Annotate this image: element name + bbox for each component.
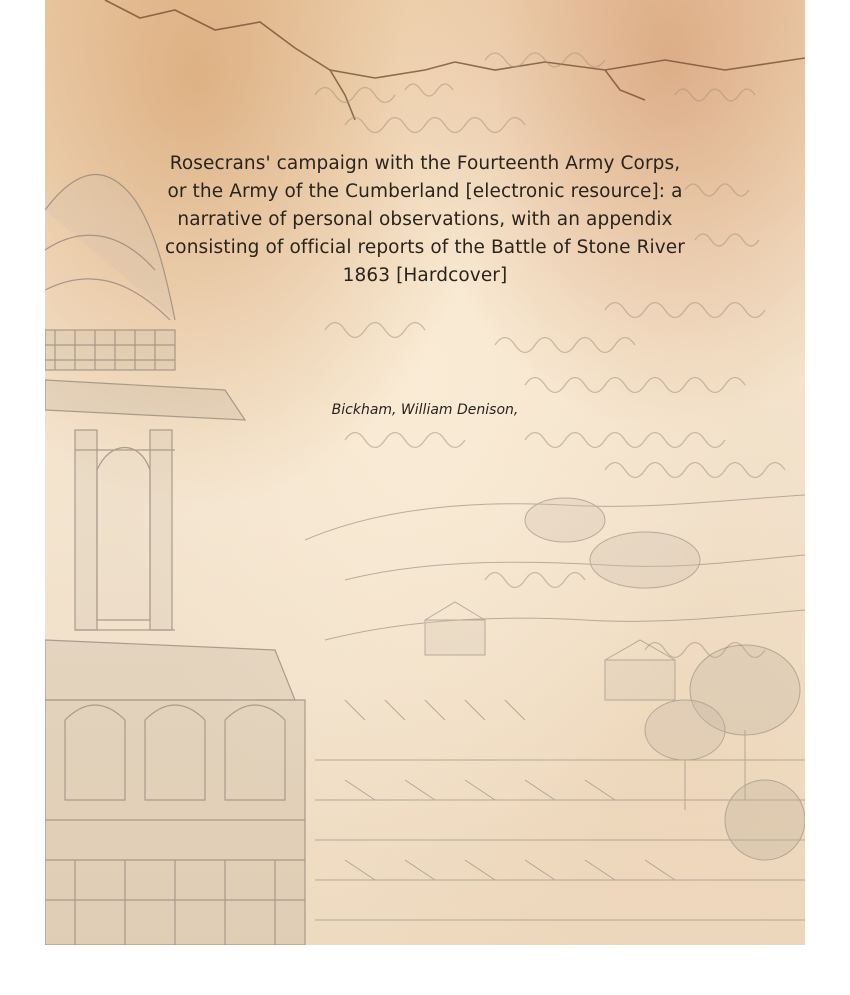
book-title [105, 150, 745, 290]
landscape-sketch [305, 495, 805, 920]
title-line: narrative of personal observations, with an appendix [177, 209, 673, 230]
title-line: or the Army of the Cumberland [electronic resource]: a [167, 181, 683, 202]
faded-handwriting [315, 53, 785, 658]
background-engraving [45, 0, 805, 945]
book-author: Bickham, William Denison, [331, 402, 519, 418]
tower-sketch [45, 175, 305, 945]
title-line: Rosecrans' campaign with the Fourteenth Army Corps, [169, 153, 681, 174]
book-cover [45, 0, 805, 945]
title-line: 1863 [Hardcover] [342, 265, 508, 286]
crack-lines [105, 0, 805, 120]
title-line: consisting of official reports of the Battle of Stone River [165, 237, 685, 258]
